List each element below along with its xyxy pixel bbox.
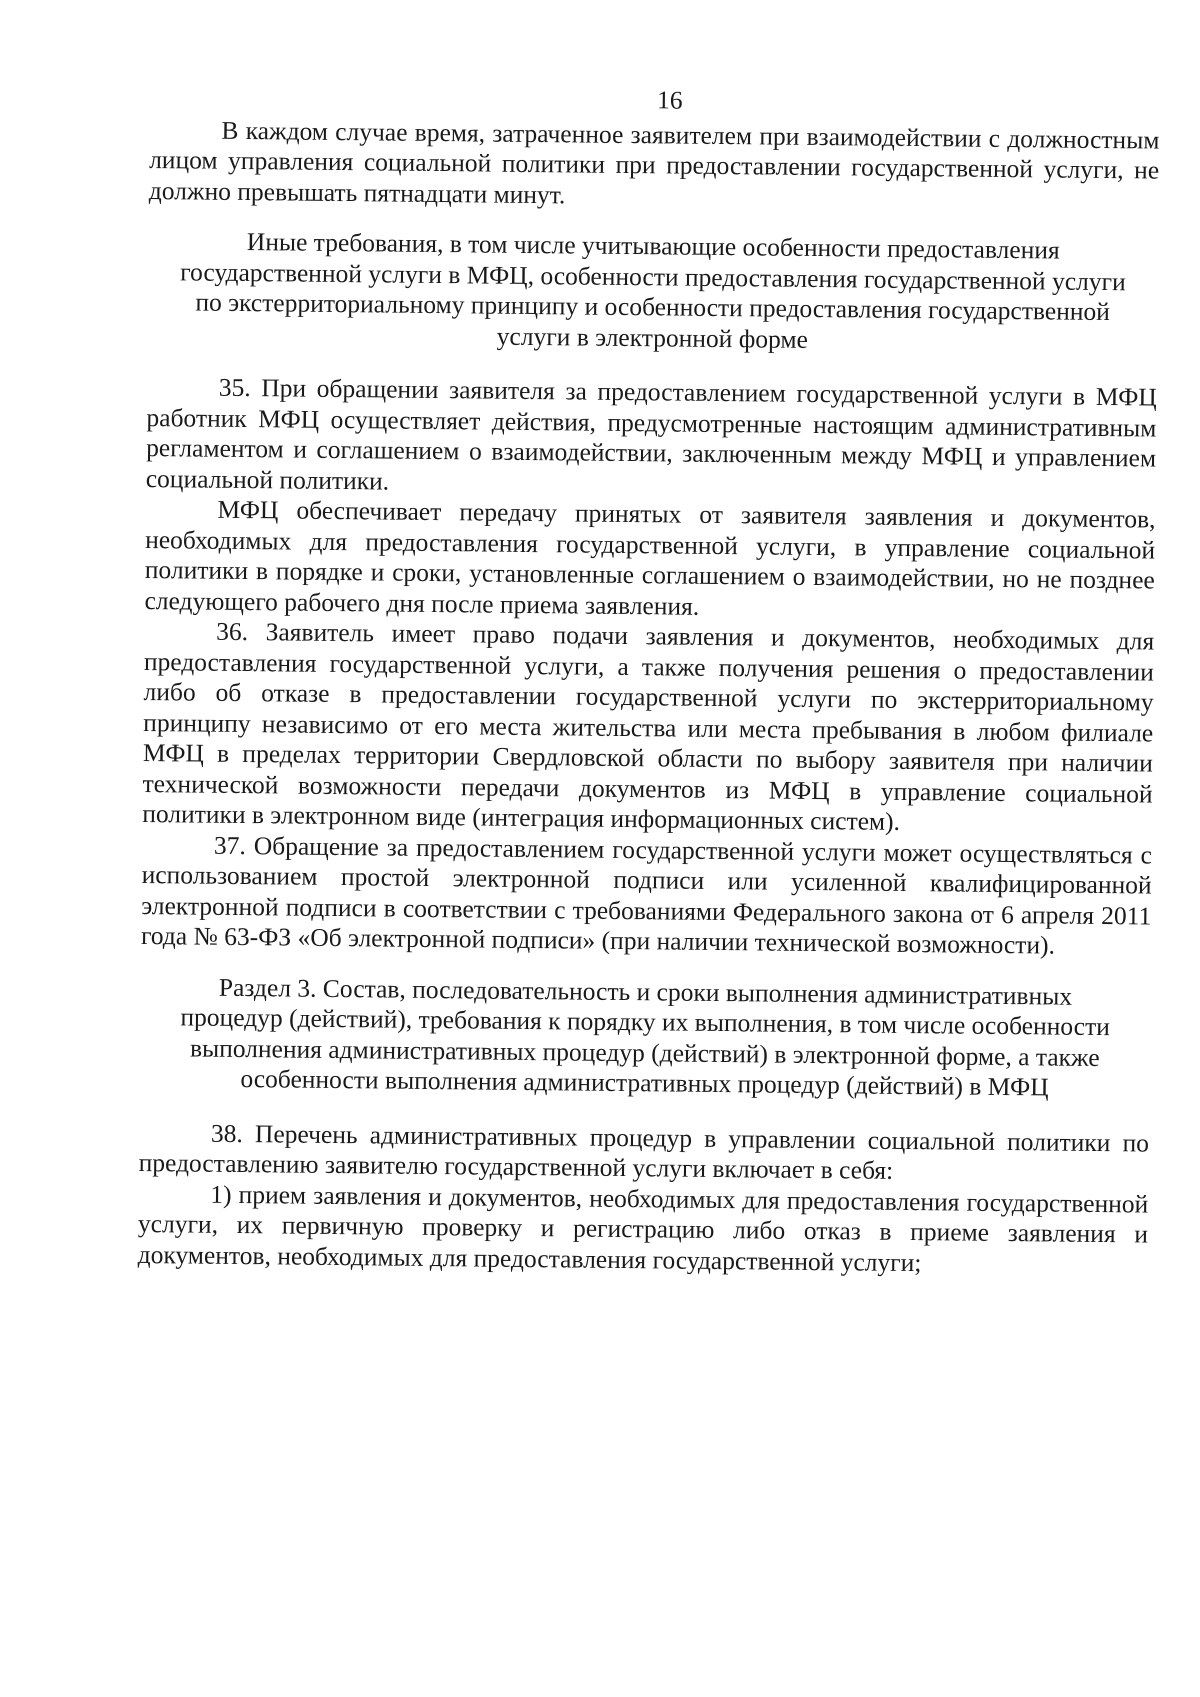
document-page bbox=[138, 80, 1160, 1281]
page-number: 16 bbox=[656, 85, 683, 115]
paragraph-38: 38. Перечень административных процедур в управлении социальной политики по предоставлению заявителю государственной услуги включает в себя: bbox=[138, 1118, 1150, 1185]
paragraph-37: 37. Обращение за предоставлением государственной услуги может осуществляться с использованием простой электронной подписи или усиленной квалифицированной электронной подписи в соответствии с требованиями Федерального закона от 6 апреля 2011 года № 63-ФЗ «Об электронной подписи» (при наличии технической возможности). bbox=[140, 830, 1153, 960]
paragraph-35: 35. При обращении заявителя за предоставлением государственной услуги в МФЦ работник МФЦ осуществляет действия, предусмотренные настоящим административным регламентом и соглашением о взаимодействии, заключенным между МФЦ и управлением социальной политики. bbox=[145, 372, 1157, 496]
paragraph-mfc-transfer: МФЦ обеспечивает передачу принятых от заявителя заявления и документов, необходимых для предоставления государственной услуги, в управление социальной политики в порядке и сроки, установленные соглашением о взаимодействии, но не позднее следующего рабочего дня после приема заявления. bbox=[144, 494, 1156, 621]
heading-section-3: Раздел 3. Состав, последовательность и сроки выполнения административных процедур (действий), требования к порядку их выполнения, в том числе особенности выполнения административных процедур (действий) в электронной форме, а также особенности выполнения административных процедур (действий) в МФЦ bbox=[180, 972, 1110, 1102]
paragraph-36: 36. Заявитель имеет право подачи заявления и документов, необходимых для предоставления государственной услуги, а также получения решения о предоставлении либо об отказе в предоставлении государственной услуги по экстерриториальному принципу независимо от его места жительства или места пребывания в любом филиале МФЦ в пределах территории Свердловской области по выбору заявителя при наличии технической возможности передачи документов из МФЦ в управление социальной политики в электронном виде (интеграция информационных систем). bbox=[142, 616, 1155, 836]
list-item-1: 1) прием заявления и документов, необходимых для предоставления государственной услуги, их первичную проверку и регистрацию либо отказ в приеме заявления и документов, необходимых для предоставления государственной услуги; bbox=[137, 1179, 1149, 1277]
paragraph-time-limit: В каждом случае время, затраченное заявителем при взаимодействии с должностным лицом управления социальной политики при предоставлении государственной услуги, не должно превышать пятнадцати минут. bbox=[148, 115, 1160, 209]
heading-other-requirements: Иные требования, в том числе учитывающие особенности предоставления государственной услуги в МФЦ, особенности предоставления государственной услуги по экстерриториальному принципу и особенности предоставления государственной услуги в электронной форме bbox=[180, 227, 1126, 354]
